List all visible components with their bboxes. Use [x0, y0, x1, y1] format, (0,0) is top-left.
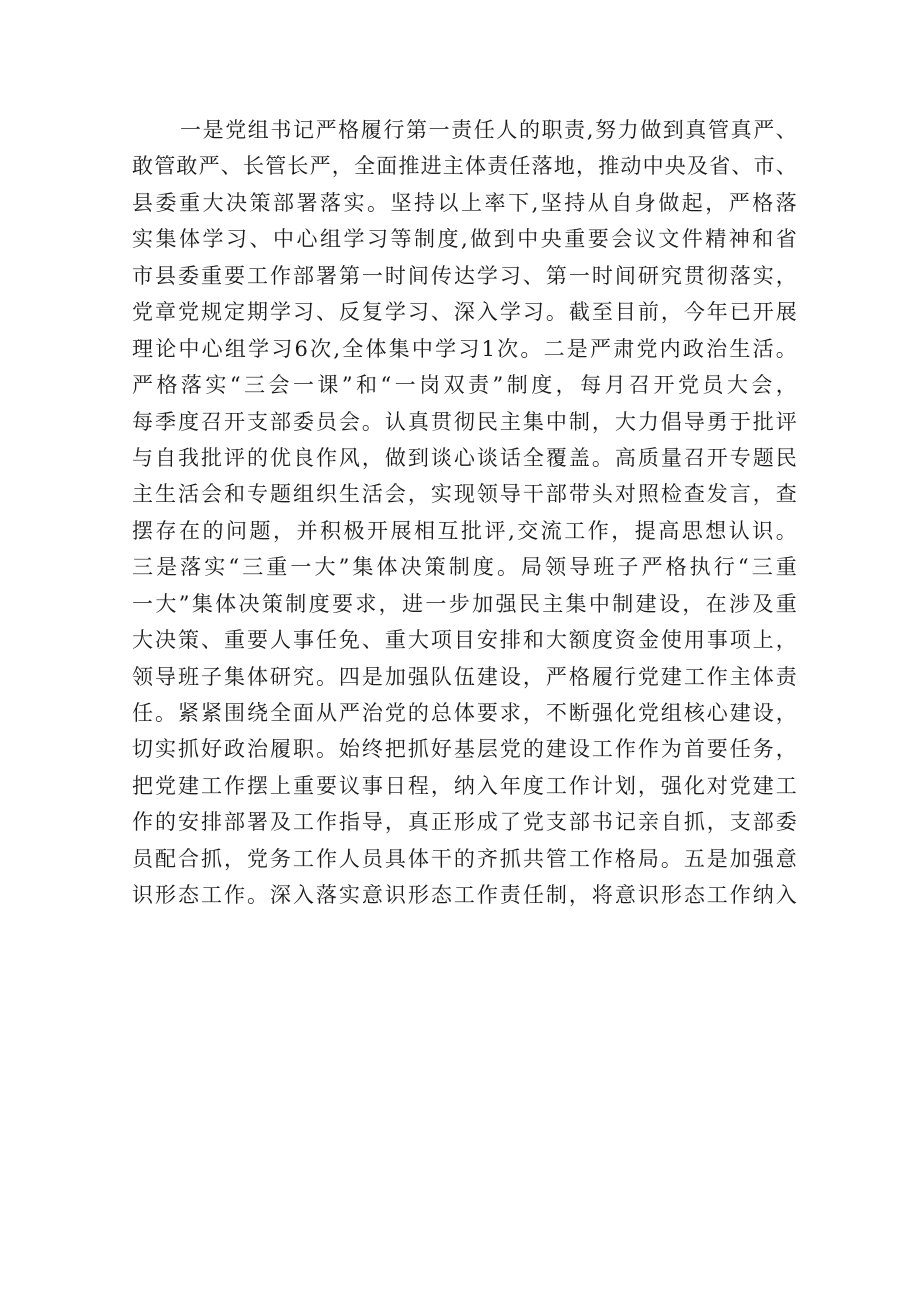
text-line: 县委重大决策部署落实。坚持以上率下,坚持从自身做起，严格落	[132, 190, 798, 215]
text-line: 切实抓好政治履职。始终把抓好基层党的建设工作作为首要任务，	[132, 737, 798, 762]
text-line: 三是落实“三重一大”集体决策制度。局领导班子严格执行“三重	[132, 555, 798, 580]
body-paragraph	[132, 112, 798, 914]
text-line: 实集体学习、中心组学习等制度,做到中央重要会议文件精神和省	[132, 227, 798, 252]
text-line: 每季度召开支部委员会。认真贯彻民主集中制，大力倡导勇于批评	[132, 409, 798, 434]
text-line: 领导班子集体研究。四是加强队伍建设，严格履行党建工作主体责	[132, 664, 798, 689]
text-line: 一是党组书记严格履行第一责任人的职责,努力做到真管真严、	[180, 118, 798, 142]
text-line: 主生活会和专题组织生活会，实现领导干部带头对照检查发言，查	[132, 482, 798, 507]
text-line: 摆存在的问题，并积极开展相互批评,交流工作，提高思想认识。	[132, 518, 798, 543]
text-line: 大决策、重要人事任免、重大项目安排和大额度资金使用事项上，	[132, 628, 798, 653]
text-line: 理论中心组学习6次,全体集中学习1次。二是严肃党内政治生活。	[132, 336, 798, 361]
text-line: 一大”集体决策制度要求，进一步加强民主集中制建设，在涉及重	[132, 591, 798, 616]
text-line: 与自我批评的优良作风，做到谈心谈话全覆盖。高质量召开专题民	[132, 445, 798, 470]
text-line: 任。紧紧围绕全面从严治党的总体要求，不断强化党组核心建设，	[132, 701, 798, 725]
text-line: 市县委重要工作部署第一时间传达学习、第一时间研究贯彻落实，	[132, 263, 798, 288]
text-line: 作的安排部署及工作指导，真正形成了党支部书记亲自抓，支部委	[132, 810, 798, 835]
text-line: 严格落实“三会一课”和“一岗双责”制度，每月召开党员大会，	[132, 373, 798, 398]
text-line: 把党建工作摆上重要议事日程，纳入年度工作计划，强化对党建工	[132, 773, 798, 798]
text-line: 敢管敢严、长管长严，全面推进主体责任落地，推动中央及省、市、	[132, 154, 798, 179]
text-line: 员配合抓，党务工作人员具体干的齐抓共管工作格局。五是加强意	[132, 846, 798, 871]
text-line: 识形态工作。深入落实意识形态工作责任制，将意识形态工作纳入	[132, 883, 798, 908]
text-line: 党章党规定期学习、反复学习、深入学习。截至目前，今年已开展	[132, 300, 798, 325]
